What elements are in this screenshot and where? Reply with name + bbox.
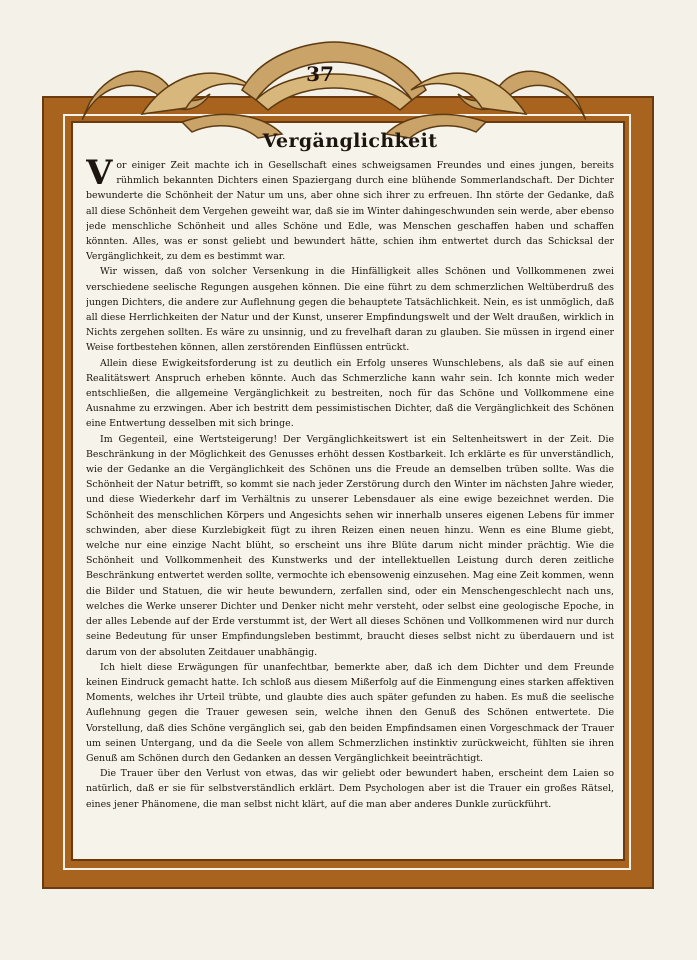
drop-cap: V: [86, 153, 113, 193]
paragraph-1-text: or einiger Zeit machte ich in Gesellschaft eines schweigsamen Freundes und eines jungen, bereits rühmlich bekannten Dichters einen Spaziergang durch eine blühende Sommerlandschaft. Der Dichter bewunderte die Schönheit der Natur um uns, aber ohne sich ihrer zu erfreuen. Ihn störte der Gedanke, daß all diese Schönheit dem Vergehen geweiht war, daß sie im Winter dahingeschwunden sein werde, aber ebenso jede menschliche Schönheit und alles Schöne und Edle, was Menschen geschaffen haben und schaffen könnten. Alles, was er sonst geliebt und bewundert hätte, schien ihm entwertet durch das Schicksal der Vergänglichkeit, zu dem es bestimmt war.: [86, 160, 614, 263]
page-title: Vergänglichkeit: [262, 130, 438, 152]
article-body: [86, 130, 614, 846]
page-number: 37: [306, 62, 334, 86]
paragraph-5: Ich hielt diese Erwägungen für unanfechtbar, bemerkte aber, daß ich dem Dichter und dem Freunde keinen Eindruck gemacht hatte. Ich schloß aus diesem Mißerfolg auf die Einmengung eines starken affektiven Moments, welches ihr Urteil trübte, und glaubte dies auch später gefunden zu haben. Es muß die seelische Auflehnung gegen die Trauer gewesen sein, welche ihnen den Genuß des Schönen entwertete. Die Vorstellung, daß dies Schöne vergänglich sei, gab den beiden Empfindsamen einen Vorgeschmack der Trauer um seinen Untergang, und da die Seele von allem Schmerzlichen instinktiv zurückweicht, fühlten sie ihren Genuß am Schönen durch den Gedanken an dessen Vergänglichkeit beeinträchtigt.: [86, 661, 614, 764]
ornamental-ribbon-icon: [82, 38, 586, 142]
paragraph-3: Allein diese Ewigkeitsforderung ist zu deutlich ein Erfolg unseres Wunschlebens, als daß sie auf einen Realitätswert Anspruch erheben könnte. Auch das Schmerzliche kann wahr sein. Ich konnte mich weder entschließen, die allgemeine Vergänglichkeit zu bestreiten, noch für das Schöne und Vollkommene eine Ausnahme zu erzwingen. Aber ich bestritt dem pessimistischen Dichter, daß die Vergänglichkeit des Schönen eine Entwertung desselben mit sich bringe.: [86, 357, 614, 430]
paragraph-6: Die Trauer über den Verlust von etwas, das wir geliebt oder bewundert haben, erscheint dem Laien so natürlich, daß er sie für selbstverständlich erklärt. Dem Psychologen aber ist die Trauer ein großes Rätsel, eines jener Phänomene, die man selbst nicht klärt, auf die man aber anderes Dunkle zurückführt.: [86, 768, 614, 810]
paragraph-4: Im Gegenteil, eine Wertsteigerung! Der Vergänglichkeitswert ist ein Seltenheitswert in der Zeit. Die Beschränkung in der Möglichkeit des Genusses erhöht dessen Kostbarkeit. Ich erklärte es für unverständlich, wie der Gedanke an die Vergänglichkeit des Schönen uns die Freude an demselben trüben sollte. Was die Schönheit der Natur betrifft, so kommt sie nach jeder Zerstörung durch den Winter im nächsten Jahre wieder, und diese Wiederkehr darf im Verhältnis zu unserer Lebensdauer als eine ewige bezeichnet werden. Die Schönheit des menschlichen Körpers und Angesichts sehen wir innerhalb unseres eigenen Lebens für immer schwinden, aber diese Kurzlebigkeit fügt zu ihren Reizen einen neuen hinzu. Wenn es eine Blume giebt, welche nur eine einzige Nacht blüht, so erscheint uns ihre Blüte darum nicht minder prächtig. Wie die Schönheit und Vollkommenheit des Kunstwerks und der intellektuellen Leistung durch deren zeitliche Beschränkung entwertet werden sollte, vermochte ich ebensowenig einzusehen. Mag eine Zeit kommen, wenn die Bilder und Statuen, die wir heute bewundern, zerfallen sind, oder ein Menschengeschlecht nach uns, welches die Werke unserer Dichter und Denker nicht mehr versteht, oder selbst eine geologische Epoche, in der alles Lebende auf der Erde verstummt ist, der Wert all dieses Schönen und Vollkommenen wird nur durch seine Bedeutung für unser Empfindungsleben bestimmt, braucht dieses selbst nicht zu überdauern und ist darum von der absoluten Zeitdauer unabhängig.: [86, 433, 614, 658]
paragraph-1: [86, 153, 614, 264]
paragraph-2: Wir wissen, daß von solcher Versenkung in die Hinfälligkeit alles Schönen und Vollkommenen zwei verschiedene seelische Regungen ausgehen können. Die eine führt zu dem schmerzlichen Weltüberdruß des jungen Dichters, die andere zur Auflehnung gegen die behauptete Tatsächlichkeit. Nein, es ist unmöglich, daß all diese Herrlichkeiten der Natur und der Kunst, unserer Empfindungswelt und der Welt draußen, wirklich in Nichts zergehen sollten. Es wäre zu unsinnig, und zu frevelhaft daran zu glauben. Sie müssen in irgend einer Weise fortbestehen können, allen zerstörenden Einflüssen entrückt.: [86, 266, 614, 354]
